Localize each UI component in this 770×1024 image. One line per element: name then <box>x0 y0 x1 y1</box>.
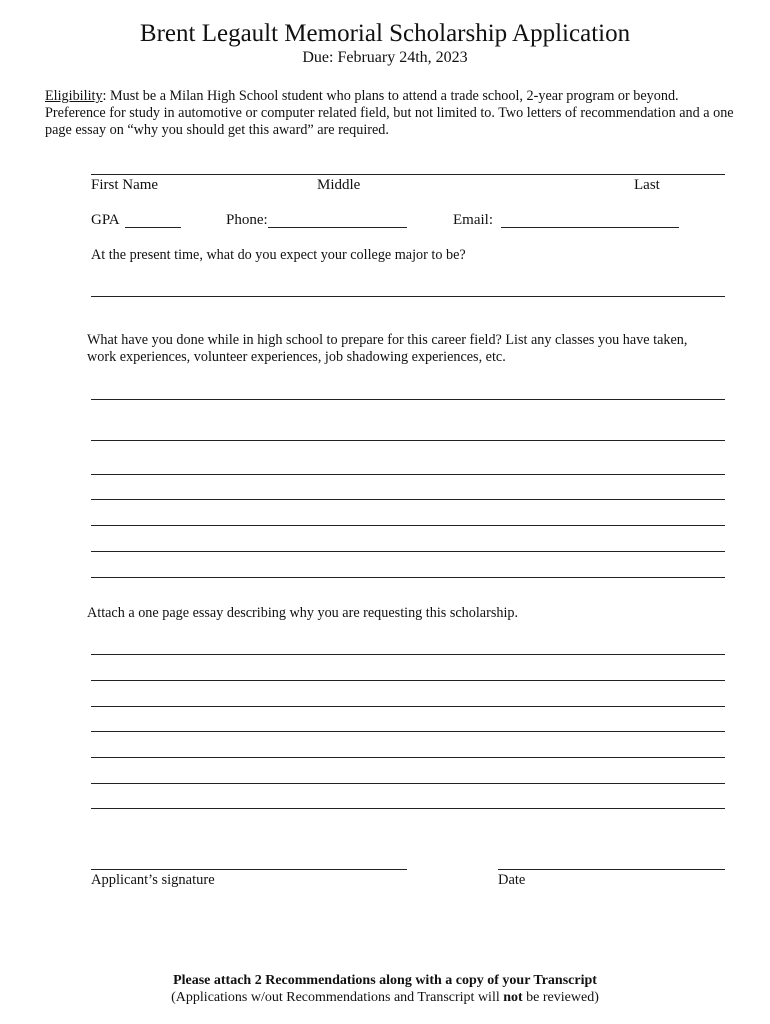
eligibility-label: Eligibility <box>45 88 103 104</box>
footer-warning-end: be reviewed) <box>522 990 599 1005</box>
date-label: Date <box>498 872 526 888</box>
gpa-field[interactable] <box>125 227 181 228</box>
major-answer-line[interactable] <box>91 296 725 297</box>
essay-line[interactable] <box>91 757 725 758</box>
email-label: Email: <box>453 212 493 228</box>
preparation-answer-line[interactable] <box>91 551 725 552</box>
phone-label: Phone: <box>226 212 268 228</box>
preparation-answer-line[interactable] <box>91 440 725 441</box>
essay-line[interactable] <box>91 654 725 655</box>
page-title: Brent Legault Memorial Scholarship Application <box>139 20 631 47</box>
essay-line[interactable] <box>91 731 725 732</box>
middle-name-label: Middle <box>317 177 361 193</box>
major-question: At the present time, what do you expect your college major to be? <box>91 247 466 263</box>
footer-warning-start: (Applications w/out Recommendations and Transcript will <box>171 990 504 1005</box>
essay-instruction: Attach a one page essay describing why you are requesting this scholarship. <box>87 605 519 621</box>
preparation-answer-line[interactable] <box>91 474 725 475</box>
name-field-line[interactable] <box>91 174 725 175</box>
footer-warning <box>0 989 770 1006</box>
last-name-label: Last <box>634 177 660 193</box>
preparation-answer-line[interactable] <box>91 499 725 500</box>
preparation-answer-line[interactable] <box>91 399 725 400</box>
essay-line[interactable] <box>91 680 725 681</box>
preparation-answer-line[interactable] <box>91 525 725 526</box>
due-date: Due: February 24th, 2023 <box>302 49 468 66</box>
date-line[interactable] <box>498 869 725 870</box>
phone-field[interactable] <box>268 227 407 228</box>
eligibility-text: : Must be a Milan High School student who plans to attend a trade school, 2-year program or beyond. Preference for study in automotive or computer related field, but not limited to. Two letters of recommendation and a one page essay on “why you should get this award” are required. <box>45 88 734 138</box>
gpa-label: GPA <box>91 212 120 228</box>
preparation-question: What have you done while in high school to prepare for this career field? List any classes you have taken, work experiences, volunteer experiences, job shadowing experiences, etc. <box>87 332 688 365</box>
signature-label: Applicant’s signature <box>91 872 215 888</box>
first-name-label: First Name <box>91 177 159 193</box>
footer-instruction: Please attach 2 Recommendations along with a copy of your Transcript <box>173 973 597 988</box>
email-field[interactable] <box>501 227 679 228</box>
essay-line[interactable] <box>91 808 725 809</box>
signature-line[interactable] <box>91 869 407 870</box>
essay-line[interactable] <box>91 706 725 707</box>
preparation-answer-line[interactable] <box>91 577 725 578</box>
essay-line[interactable] <box>91 783 725 784</box>
footer-note <box>0 972 770 1006</box>
eligibility-paragraph <box>45 88 735 139</box>
footer-warning-not: not <box>503 990 523 1005</box>
